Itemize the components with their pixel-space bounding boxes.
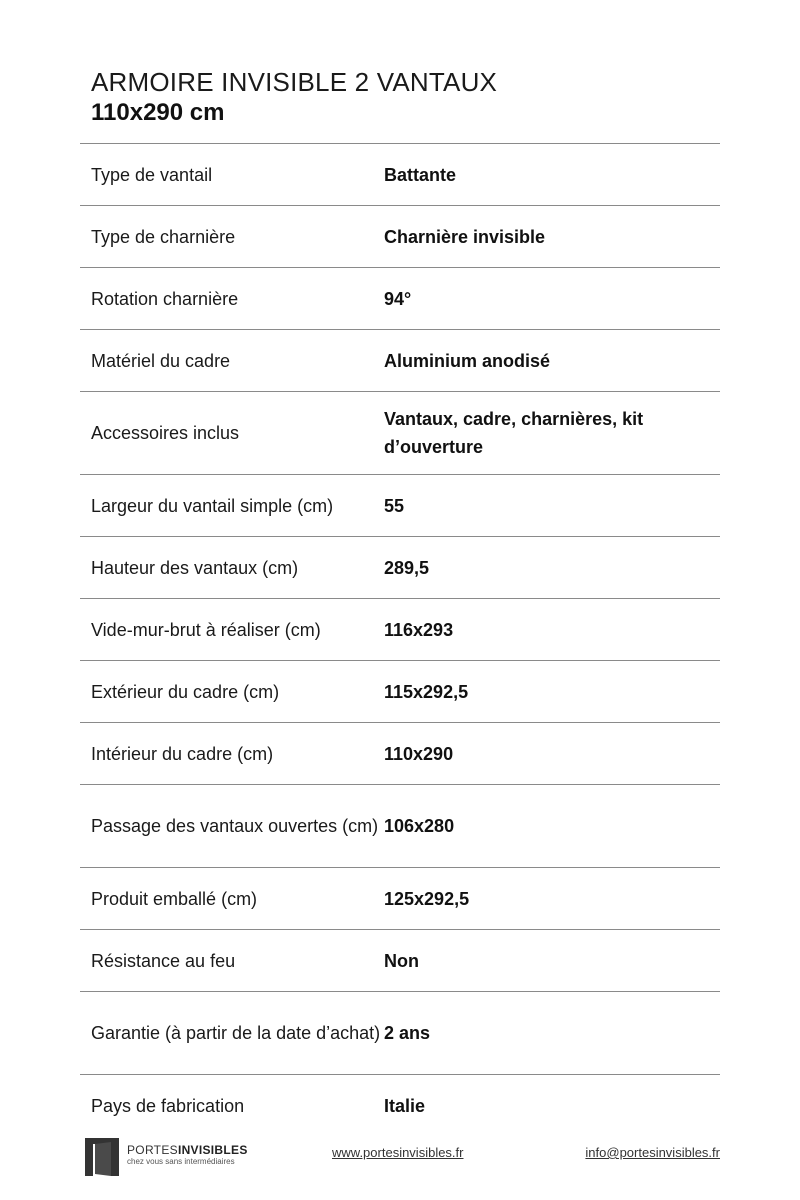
document-footer <box>80 1136 720 1176</box>
product-dimensions: 110x290 cm <box>91 99 225 126</box>
document-header <box>91 66 497 128</box>
spec-row <box>80 268 720 330</box>
spec-label: Largeur du vantail simple (cm) <box>91 495 334 516</box>
spec-value: 116x293 <box>384 619 454 640</box>
spec-value: 2 ans <box>384 1023 431 1043</box>
spec-label: Intérieur du cadre (cm) <box>91 743 274 764</box>
spec-value: 115x292,5 <box>384 681 469 702</box>
spec-value: 94° <box>384 288 412 309</box>
spec-label: Produit emballé (cm) <box>91 888 258 909</box>
spec-label: Vide-mur-brut à réaliser (cm) <box>91 619 321 640</box>
logo-tagline: chez vous sans intermédiaires <box>127 1157 235 1166</box>
spec-row <box>80 868 720 930</box>
email-link[interactable]: info@portesinvisibles.fr <box>585 1145 720 1160</box>
spec-row <box>80 661 720 723</box>
spec-value: Charnière invisible <box>384 226 546 247</box>
product-title: ARMOIRE INVISIBLE 2 VANTAUX <box>91 67 498 97</box>
spec-label: Passage des vantaux ouvertes (cm) <box>91 816 379 836</box>
spec-row <box>80 723 720 785</box>
spec-label: Type de vantail <box>91 164 213 185</box>
spec-row <box>80 930 720 992</box>
spec-value: Aluminium anodisé <box>384 350 551 371</box>
spec-label: Pays de fabrication <box>91 1096 245 1116</box>
spec-label: Matériel du cadre <box>91 350 231 371</box>
spec-row <box>80 392 720 475</box>
spec-label: Rotation charnière <box>91 288 239 309</box>
spec-table <box>80 143 720 1137</box>
spec-row <box>80 992 720 1075</box>
spec-value: 106x280 <box>384 816 455 836</box>
door-logo-icon <box>83 1136 121 1176</box>
spec-value: 125x292,5 <box>384 888 470 909</box>
spec-row <box>80 330 720 392</box>
spec-label: Résistance au feu <box>91 950 236 971</box>
spec-value: 110x290 <box>384 743 454 764</box>
brand-logo <box>83 1136 248 1176</box>
spec-value: Italie <box>384 1096 426 1116</box>
spec-value: 289,5 <box>384 557 430 578</box>
spec-value: Non <box>384 950 419 971</box>
spec-row <box>80 144 720 206</box>
spec-label: Garantie (à partir de la date d’achat) <box>91 1023 381 1043</box>
logo-brand-name: PORTESINVISIBLES <box>127 1143 248 1157</box>
spec-label: Extérieur du cadre (cm) <box>91 681 280 702</box>
spec-row <box>80 1075 720 1137</box>
spec-row <box>80 599 720 661</box>
spec-row <box>80 785 720 868</box>
website-link[interactable]: www.portesinvisibles.fr <box>332 1145 464 1160</box>
spec-label: Accessoires inclus <box>91 423 240 443</box>
spec-value: Battante <box>384 164 457 185</box>
spec-label: Type de charnière <box>91 226 236 247</box>
spec-label: Hauteur des vantaux (cm) <box>91 557 299 578</box>
spec-value: Vantaux, cadre, charnières, kit d’ouverture <box>384 409 644 457</box>
spec-row <box>80 475 720 537</box>
spec-row <box>80 206 720 268</box>
spec-value: 55 <box>384 495 405 516</box>
spec-row <box>80 537 720 599</box>
